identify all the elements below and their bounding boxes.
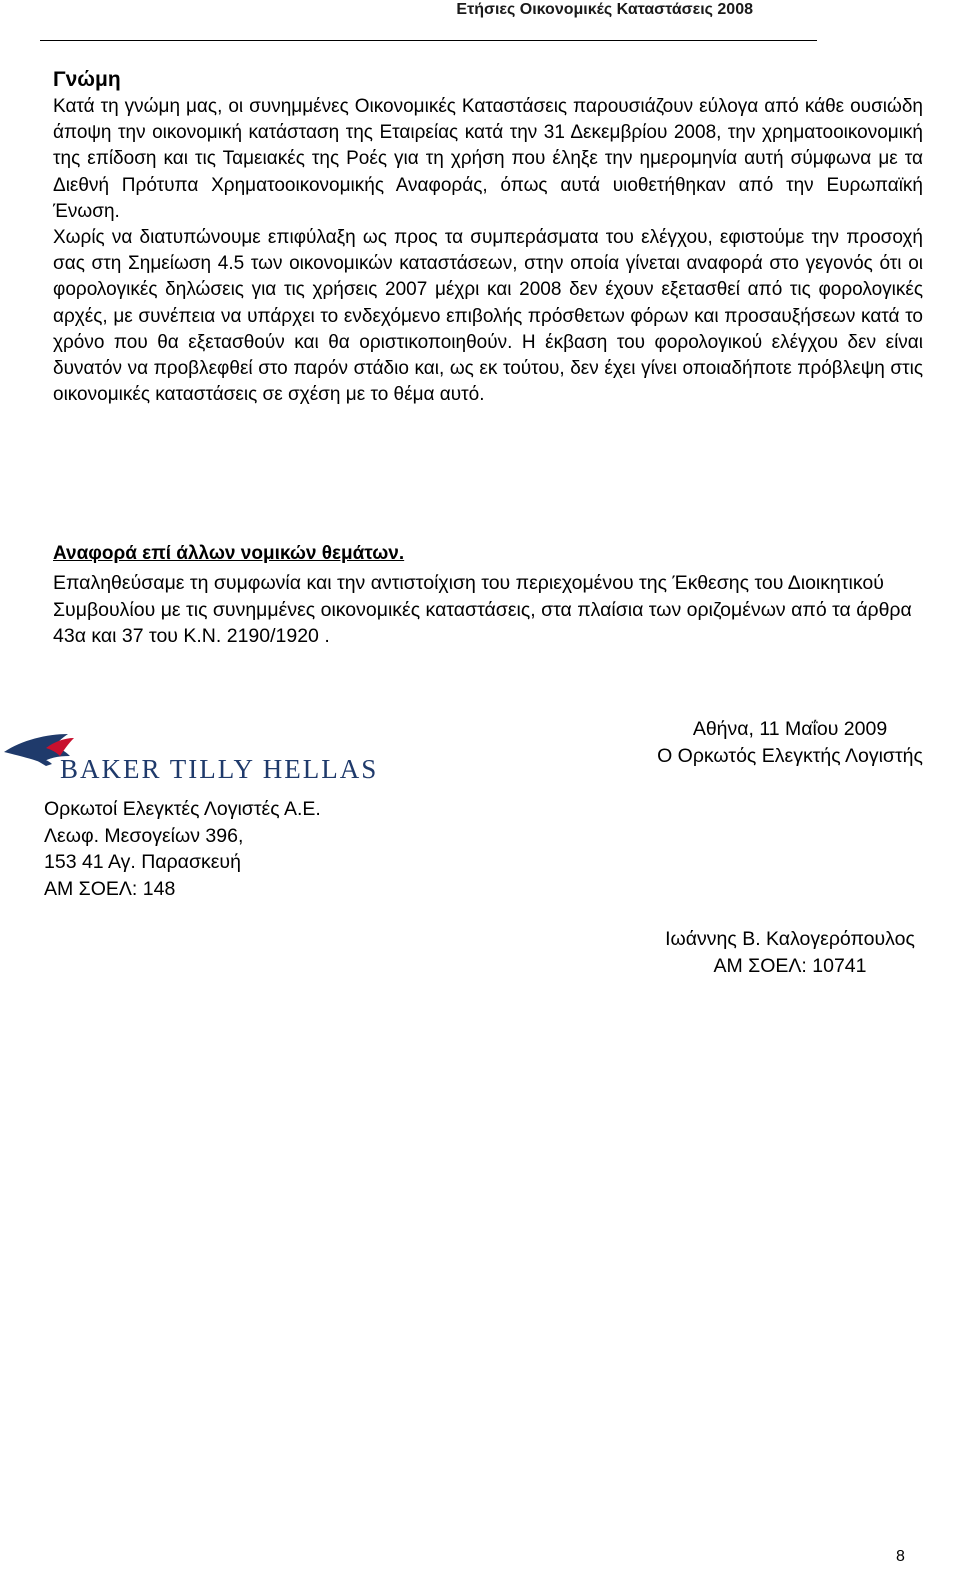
firm-name: Ορκωτοί Ελεγκτές Λογιστές Α.Ε. (44, 798, 321, 820)
running-header: Ετήσιες Οικονομικές Καταστάσεις 2008 (456, 1, 753, 18)
firm-registration: ΑΜ ΣΟΕΛ: 148 (44, 877, 176, 900)
place-date: Αθήνα, 11 Μαΐου 2009 (692, 718, 888, 740)
firm-details (44, 796, 321, 902)
opinion-heading: Γνώμη (53, 68, 121, 91)
header-rule (40, 40, 817, 41)
auditor-name: Ιωάννης Β. Καλογερόπουλος (665, 928, 915, 950)
firm-address-line2: 153 41 Αγ. Παρασκευή (44, 851, 241, 873)
opinion-section (53, 66, 923, 408)
opinion-paragraph: Κατά τη γνώμη μας, οι συνημμένες Οικονομικές Καταστάσεις παρουσιάζουν εύλογα από κάθε ουσιώδη άποψη την οικονομική κατάσταση της Εταιρείας κατά την 31 Δεκεμβρίου 2008, την χρηματοοικονομική της επίδοση και τις Ταμειακές της Ροές για τη χρήση που έληξε την ημερομηνία αυτή σύμφωνα με τα Διεθνή Πρότυπα Χρηματοοικονομικής Αναφοράς, όπως αυτά υιοθετήθηκαν από την Ευρωπαϊκή Ένωση. (53, 96, 923, 222)
legal-heading: Αναφορά επί άλλων νομικών θεμάτων. (53, 543, 405, 564)
page-number: 8 (896, 1548, 905, 1565)
signature-header (620, 716, 960, 769)
signature-name-block (620, 926, 960, 979)
auditor-registration: ΑΜ ΣΟΕΛ: 10741 (713, 954, 867, 977)
logo-wordmark: BAKER TILLY HELLAS (60, 754, 379, 784)
firm-address-line1: Λεωφ. Μεσογείων 396, (44, 824, 244, 847)
legal-paragraph: Επαληθεύσαμε τη συμφωνία και την αντιστοίχιση του περιεχομένου της Έκθεσης του Διοικητικού Συμβουλίου με τις συνημμένες οικονομικές καταστάσεις, στα πλαίσια των οριζομένων από τα άρθρα 43α και 37 του Κ.Ν. 2190/1920 . (53, 572, 912, 647)
auditor-role: Ο Ορκωτός Ελεγκτής Λογιστής (657, 744, 923, 767)
emphasis-paragraph: Χωρίς να διατυπώνουμε επιφύλαξη ως προς τα συμπεράσματα του ελέγχου, εφιστούμε την προσοχή σας στη Σημείωση 4.5 των οικονομικών καταστάσεων, στην οποία γίνεται αναφορά στο γεγονός ότι οι φορολογικές δηλώσεις για τις χρήσεις 2007 μέχρι και 2008 δεν έχουν εξετασθεί από τις φορολογικές αρχές, με συνέπεια να υπάρχει το ενδεχόμενο επιβολής πρόσθετων φόρων και προσαυξήσεων κατά το χρόνο που θα εξετασθούν και θα οριστικοποιηθούν. Η έκβαση του φορολογικού ελέγχου δεν είναι δυνατόν να προβλεφθεί στο παρόν στάδιο και, ως εκ τούτου, δεν έχει γίνει οποιαδήποτε πρόβλεψη στις οικονομικές καταστάσεις σε σχέση με το θέμα αυτό. (53, 227, 923, 406)
baker-tilly-logo (2, 730, 402, 790)
